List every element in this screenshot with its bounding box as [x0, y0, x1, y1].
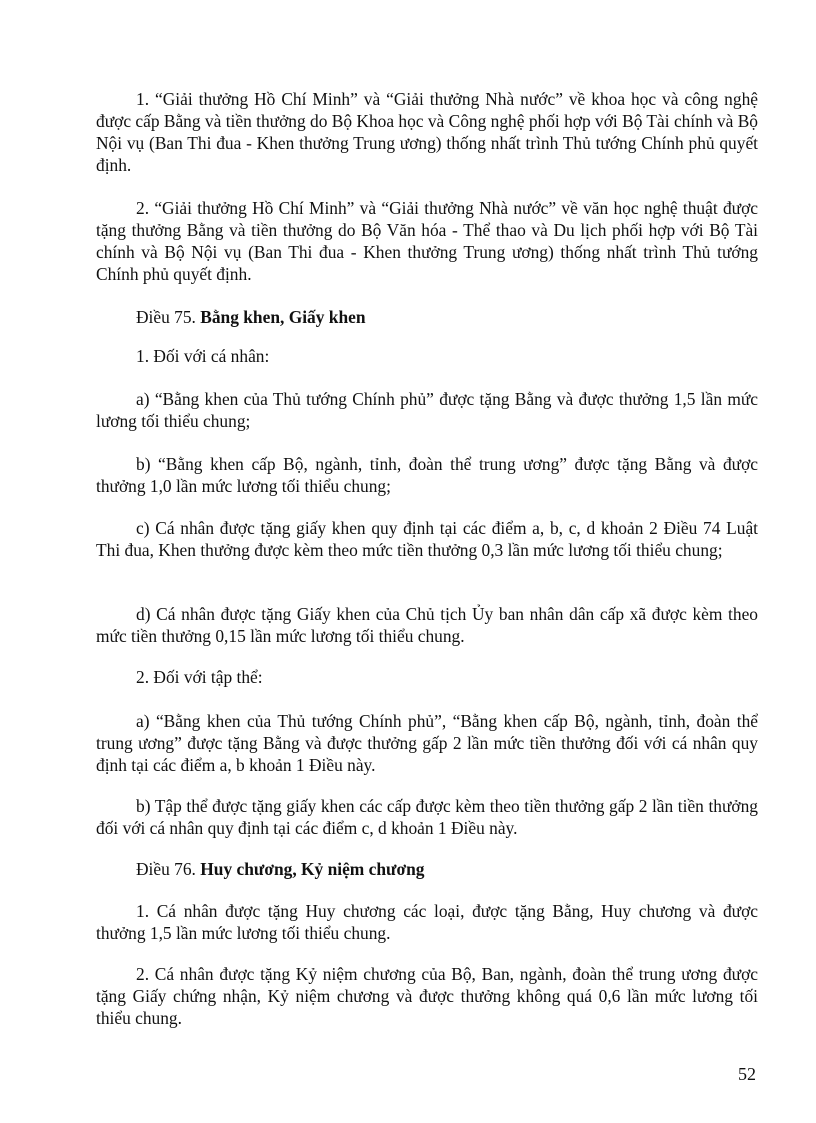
paragraph-award-science: 1. “Giải thưởng Hồ Chí Minh” và “Giải thưởng Nhà nước” về khoa học và công nghệ được cấp Bằng và tiền thưởng do Bộ Khoa học và Công nghệ phối hợp với Bộ Tài chính và Bộ Nội vụ (Ban Thi đua - Khen thưởng Trung ương) thống nhất trình Thủ tướng Chính phủ quyết định. — [96, 89, 758, 175]
paragraph-item-c-individual: c) Cá nhân được tặng giấy khen quy định tại các điểm a, b, c, d khoản 2 Điều 74 Luật Thi đua, Khen thưởng được kèm theo mức tiền thưởng 0,3 lần mức lương tối thiểu chung; — [96, 518, 758, 560]
article-75-heading — [96, 306, 758, 328]
article-76-heading — [96, 858, 758, 880]
paragraph-medals: 1. Cá nhân được tặng Huy chương các loại, được tặng Bằng, Huy chương và được thưởng 1,5 lần mức lương tối thiểu chung. — [96, 901, 758, 943]
paragraph-individuals: 1. Đối với cá nhân: — [136, 346, 270, 366]
article-number: Điều 75. — [136, 307, 201, 327]
page-number: 52 — [738, 1064, 756, 1084]
paragraph-collectives: 2. Đối với tập thể: — [136, 667, 263, 687]
paragraph-commemorative-medals: 2. Cá nhân được tặng Kỷ niệm chương của Bộ, Ban, ngành, đoàn thể trung ương được tặng Giấy chứng nhận, Kỷ niệm chương và được thưởng không quá 0,6 lần mức lương tối thiểu chung. — [96, 964, 758, 1028]
paragraph-item-a-individual: a) “Bằng khen của Thủ tướng Chính phủ” được tặng Bằng và được thưởng 1,5 lần mức lương tối thiểu chung; — [96, 389, 758, 431]
paragraph-item-a-collective: a) “Bằng khen của Thủ tướng Chính phủ”, “Bằng khen cấp Bộ, ngành, tỉnh, đoàn thể trung ương” được tặng Bằng và được thưởng gấp 2 lần mức tiền thưởng đối với cá nhân quy định tại các điểm a, b khoản 1 Điều này. — [96, 711, 758, 775]
paragraph-item-b-collective: b) Tập thể được tặng giấy khen các cấp được kèm theo tiền thưởng gấp 2 lần tiền thưởng đối với cá nhân quy định tại các điểm c, d khoản 1 Điều này. — [96, 796, 758, 838]
article-number: Điều 76. — [136, 859, 201, 879]
paragraph-item-b-individual: b) “Bằng khen cấp Bộ, ngành, tỉnh, đoàn thể trung ương” được tặng Bằng và được thưởng 1,0 lần mức lương tối thiểu chung; — [96, 454, 758, 496]
article-title: Bằng khen, Giấy khen — [200, 307, 366, 327]
article-title: Huy chương, Kỷ niệm chương — [200, 859, 425, 879]
paragraph-award-arts: 2. “Giải thưởng Hồ Chí Minh” và “Giải thưởng Nhà nước” về văn học nghệ thuật được tặng thưởng Bằng và tiền thưởng do Bộ Văn hóa - Thể thao và Du lịch phối hợp với Bộ Tài chính và Bộ Nội vụ (Ban Thi đua - Khen thưởng Trung ương) thống nhất trình Thủ tướng Chính phủ quyết định. — [96, 198, 758, 284]
paragraph-item-d-individual: d) Cá nhân được tặng Giấy khen của Chủ tịch Ủy ban nhân dân cấp xã được kèm theo mức tiền thưởng 0,15 lần mức lương tối thiểu chung. — [96, 604, 758, 646]
